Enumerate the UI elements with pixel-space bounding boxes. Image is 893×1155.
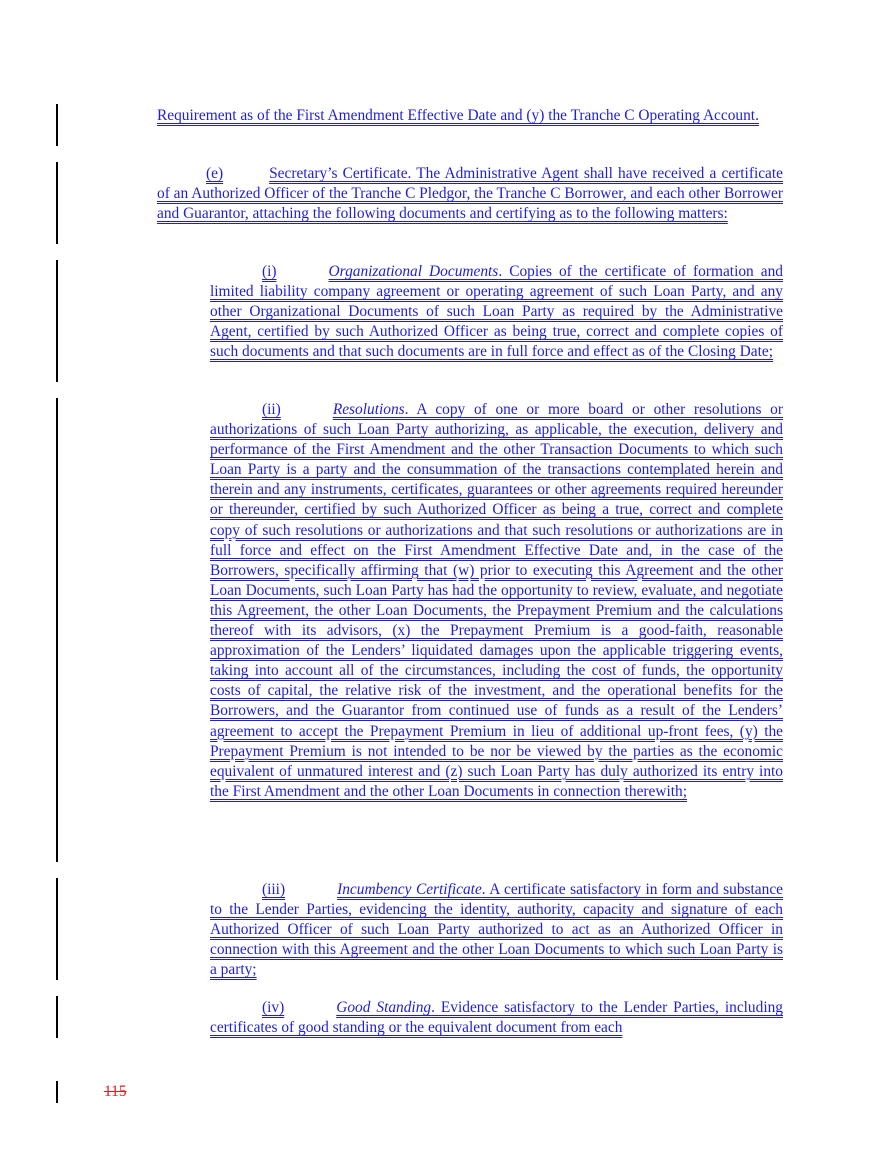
change-bar: [56, 162, 58, 244]
page-number: 115: [104, 1083, 127, 1100]
paragraph-heading: Incumbency Certificate: [337, 881, 482, 898]
paragraph-text: . Copies of the certificate of formation and limited liability company agreement or operating agreement of such Loan Party, and any other Organizational Documents of such Loan Party as required by the Administrative Agent, certified by such Authorized Officer as being true, correct and complete copies of such documents and that such documents are in full force and effect as of the Closing Date;: [210, 263, 783, 361]
change-bar: [56, 104, 58, 146]
paragraph-marker: (iii): [262, 881, 286, 898]
change-bar: [56, 260, 58, 382]
paragraph-e: [157, 164, 783, 224]
paragraph-iv: [210, 998, 783, 1038]
paragraph-text: . Evidence satisfactory to the Lender Parties, including certificates of good standing or the equivalent document from each: [210, 999, 783, 1037]
change-bar: [56, 878, 58, 980]
paragraph-text: Secretary’s Certificate. The Administrative Agent shall have received a certificate of an Authorized Officer of the Tranche C Pledgor, the Tranche C Borrower, and each other Borrower and Guarantor, attaching the following documents and certifying as to the following matters:: [157, 165, 783, 223]
paragraph-intro: Requirement as of the First Amendment Effective Date and (y) the Tranche C Operating Account.: [157, 107, 759, 124]
change-bar: [56, 1081, 58, 1103]
paragraph-ii: [210, 400, 783, 802]
paragraph-iii: [210, 880, 783, 980]
paragraph-heading: Good Standing: [336, 999, 432, 1016]
paragraph-heading: Organizational Documents: [328, 263, 499, 280]
paragraph-marker: (i): [262, 263, 277, 280]
paragraph-i: [210, 262, 783, 362]
paragraph-marker: (iv): [262, 999, 285, 1016]
paragraph-marker: (e): [206, 165, 224, 182]
paragraph-text: . A certificate satisfactory in form and substance to the Lender Parties, evidencing the identity, authority, capacity and signature of each Authorized Officer of such Loan Party authorized to act as an Authorized Officer in connection with this Agreement and the other Loan Documents to which such Loan Party is a party;: [210, 881, 783, 979]
paragraph-heading: Resolutions: [332, 401, 405, 418]
paragraph-text: . A copy of one or more board or other resolutions or authorizations of such Loan Party authorizing, as applicable, the execution, delivery and performance of the First Amendment and the other Transaction Documents to which such Loan Party is a party and the consummation of the transactions contemplated herein and therein and any instruments, certificates, guarantees or other agreements required hereunder or thereunder, certified by such Authorized Officer as being a true, correct and complete copy of such resolutions or authorizations and that such resolutions or authorizations are in full force and effect on the First Amendment Effective Date and, in the case of the Borrowers, specifically affirming that (w) prior to executing this Agreement and the other Loan Documents, such Loan Party has had the opportunity to review, evaluate, and negotiate this Agreement, the other Loan Documents, the Prepayment Premium and the calculations thereof with its advisors, (x) the Prepayment Premium is a good-faith, reasonable approximation of the Lenders’ liquidated damages upon the applicable triggering events, taking into account all of the circumstances, including the cost of funds, the opportunity costs of capital, the relative risk of the investment, and the operational benefits for the Borrowers, and the Guarantor from continued use of funds as a result of the Lenders’ agreement to accept the Prepayment Premium in lieu of additional up-front fees, (y) the Prepayment Premium is not intended to be nor be viewed by the parties as the economic equivalent of unmatured interest and (z) such Loan Party has duly authorized its entry into the First Amendment and the other Loan Documents in connection therewith;: [210, 401, 783, 800]
paragraph-marker: (ii): [262, 401, 281, 418]
change-bar: [56, 996, 58, 1038]
change-bar: [56, 398, 58, 862]
